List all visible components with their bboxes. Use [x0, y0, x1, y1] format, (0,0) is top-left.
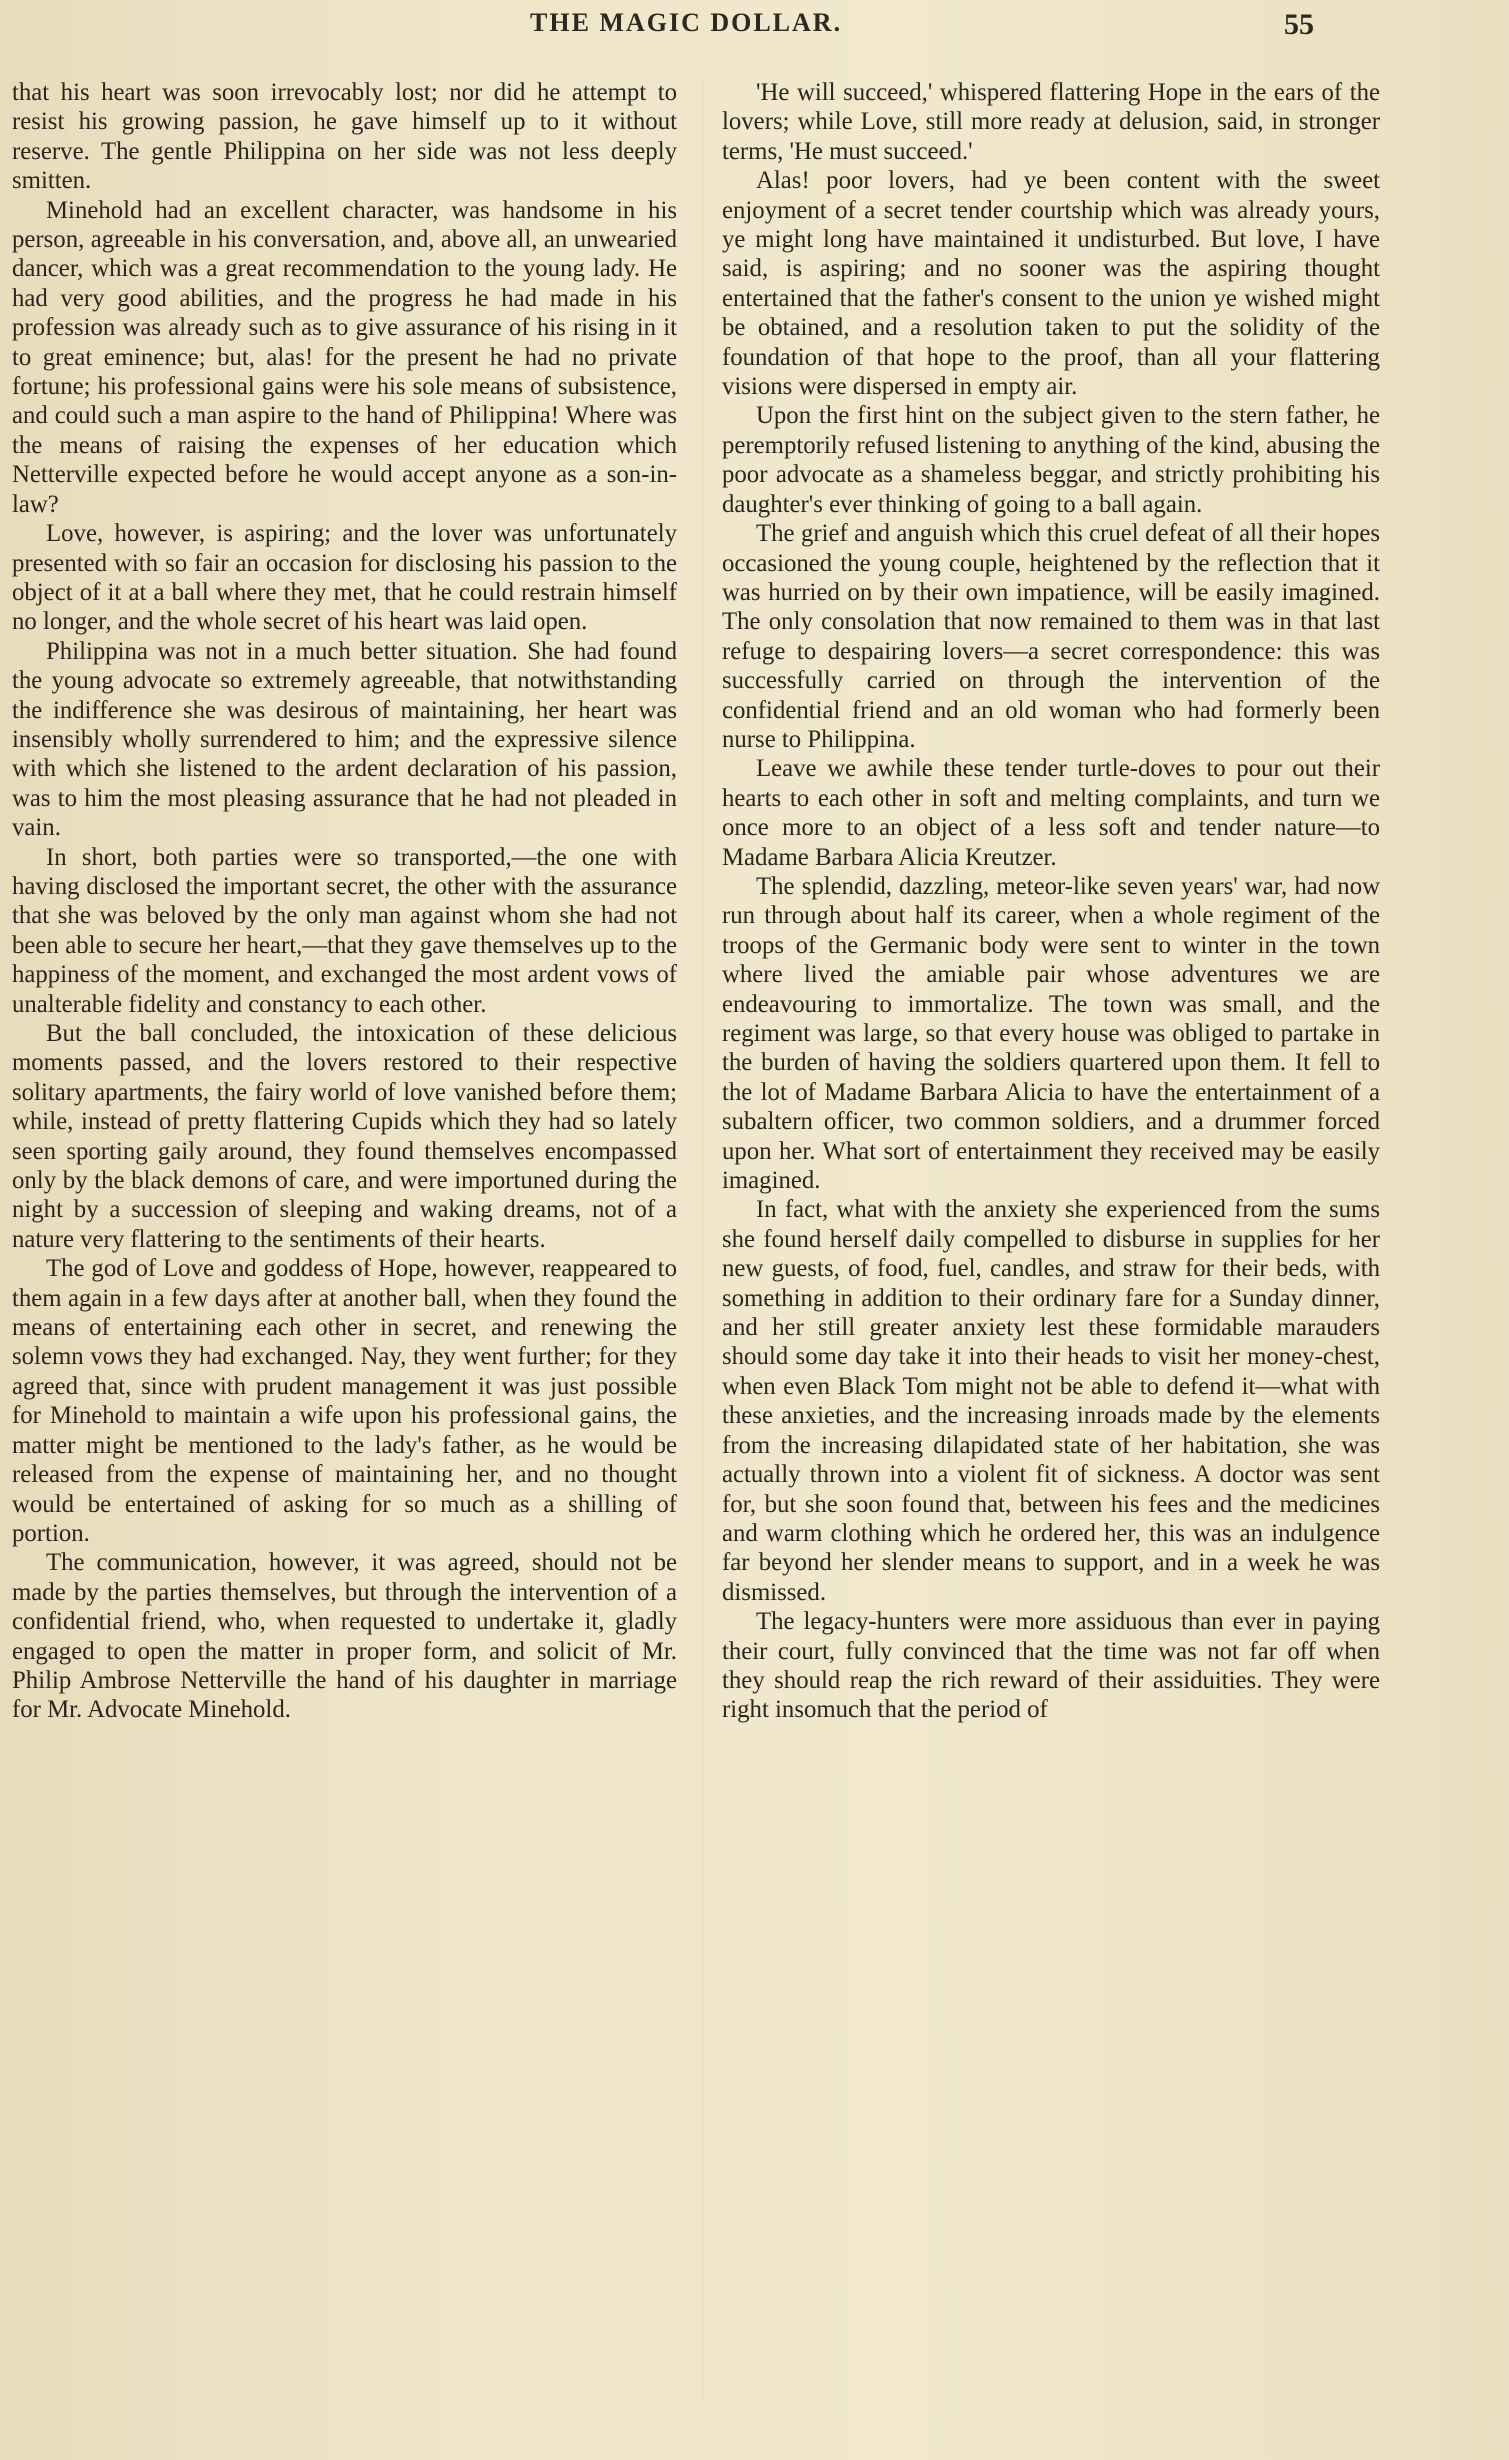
running-head	[0, 8, 1509, 48]
paragraph: The legacy-hunters were more assiduous than ever in paying their court, fully convinced that the time was not far off when they should reap the rich reward of their assiduities. They were right insomuch that the period of	[722, 1608, 1380, 1724]
left-column	[12, 78, 677, 1725]
paragraph: 'He will succeed,' whispered flattering Hope in the ears of the lovers; while Love, still more ready at delusion, said, in stronger terms, 'He must succeed.'	[722, 79, 1380, 165]
right-column	[722, 78, 1380, 1725]
page-number: 55	[1284, 8, 1314, 41]
paragraph: Love, however, is aspiring; and the lover was unfortunately presented with so fair an occasion for disclosing his passion to the object of it at a ball where they met, that he could restrain himself no longer, and the whole secret of his heart was laid open.	[12, 520, 677, 636]
paragraph: The grief and anguish which this cruel defeat of all their hopes occasioned the young couple, heightened by the reflection that it was hurried on by their own impatience, will be easily imagined. The only consolation that now remained to them was in that last refuge to despairing lovers—a secret correspondence: this was successfully carried on through the intervention of the confidential friend and an old woman who had formerly been nurse to Philippina.	[722, 520, 1380, 753]
paragraph: Alas! poor lovers, had ye been content with the sweet enjoyment of a secret tender courtship which was already yours, ye might long have maintained it undisturbed. But love, I have said, is aspiring; and no sooner was the aspiring thought entertained that the father's consent to the union ye wished might be obtained, and a resolution taken to put the solidity of the foundation of that hope to the proof, than all your flattering visions were dispersed in empty air.	[722, 167, 1380, 401]
paragraph: But the ball concluded, the intoxication of these delicious moments passed, and the lovers restored to their respective solitary apartments, the fairy world of love vanished before them; while, instead of pretty flattering Cupids which they had so lately seen sporting gaily around, they found themselves encompassed only by the black demons of care, and were importuned during the night by a succession of sleeping and waking dreams, not of a nature very flattering to the sentiments of their hearts.	[12, 1020, 677, 1253]
paragraph: Leave we awhile these tender turtle-doves to pour out their hearts to each other in soft and melting complaints, and turn we once more to an object of a less soft and tender nature—to Madame Barbara Alicia Kreutzer.	[722, 755, 1380, 871]
paragraph: that his heart was soon irrevocably lost; nor did he attempt to resist his growing passion, he gave himself up to it without reserve. The gentle Philippina on her side was not less deeply smitten.	[12, 79, 677, 195]
paragraph: The splendid, dazzling, meteor-like seven years' war, had now run through about half its career, when a whole regiment of the troops of the Germanic body were sent to winter in the town where lived the amiable pair whose adventures we are endeavouring to immortalize. The town was small, and the regiment was large, so that every house was obliged to partake in the burden of having the soldiers quartered upon them. It fell to the lot of Madame Barbara Alicia to have the entertainment of a subaltern officer, two common soldiers, and a drummer forced upon her. What sort of entertainment they received may be easily imagined.	[722, 872, 1380, 1195]
running-title: THE MAGIC DOLLAR.	[530, 8, 843, 37]
paragraph: The god of Love and goddess of Hope, however, reappeared to them again in a few days after at another ball, when they found the means of entertaining each other in secret, and renewing the solemn vows they had exchanged. Nay, they went further; for they agreed that, since with prudent management it was just possible for Minehold to maintain a wife upon his professional gains, the matter might be mentioned to the lady's father, as he would be released from the expense of maintaining her, and no thought would be entertained of asking for so much as a shilling of portion.	[12, 1255, 677, 1547]
column-gutter	[702, 80, 703, 2400]
paragraph: Philippina was not in a much better situation. She had found the young advocate so extremely agreeable, that notwithstanding the indifference she was desirous of maintaining, her heart was insensibly wholly surrendered to him; and the expressive silence with which she listened to the ardent declaration of his passion, was to him the most pleasing assurance that he had not pleaded in vain.	[12, 637, 677, 842]
paragraph: Upon the first hint on the subject given to the stern father, he peremptorily refused listening to anything of the kind, abusing the poor advocate as a shameless beggar, and strictly prohibiting his daughter's ever thinking of going to a ball again.	[722, 402, 1380, 518]
paragraph: In fact, what with the anxiety she experienced from the sums she found herself daily compelled to disburse in supplies for her new guests, of food, fuel, candles, and straw for their beds, with something in addition to their ordinary fare for a Sunday dinner, and her still greater anxiety lest these formidable marauders should some day take it into their heads to visit her money-chest, when even Black Tom might not be able to defend it—what with these anxieties, and the increasing inroads made by the elements from the increasing dilapidated state of her habitation, she was actually thrown into a violent fit of sickness. A doctor was sent for, but she soon found that, between his fees and the medicines and warm clothing which he ordered her, this was an indulgence far beyond her slender means to support, and in a week he was dismissed.	[722, 1196, 1380, 1606]
paragraph: The communication, however, it was agreed, should not be made by the parties themselves, but through the intervention of a confidential friend, who, when requested to undertake it, gladly engaged to open the matter in proper form, and solicit of Mr. Philip Ambrose Netterville the hand of his daughter in marriage for Mr. Advocate Minehold.	[12, 1549, 677, 1724]
paragraph: Minehold had an excellent character, was handsome in his person, agreeable in his conversation, and, above all, an unwearied dancer, which was a great recommendation to the young lady. He had very good abilities, and the progress he had made in his profession was already such as to give assurance of his rising in it to great eminence; but, alas! for the present he had no private fortune; his professional gains were his sole means of subsistence, and could such a man aspire to the hand of Philippina! Where was the means of raising the expenses of her education which Netterville expected before he would accept anyone as a son-in-law?	[12, 196, 677, 518]
paragraph: In short, both parties were so transported,—the one with having disclosed the important secret, the other with the assurance that she was beloved by the only man against whom she had not been able to secure her heart,—that they gave themselves up to the happiness of the moment, and exchanged the most ardent vows of unalterable fidelity and constancy to each other.	[12, 843, 677, 1018]
